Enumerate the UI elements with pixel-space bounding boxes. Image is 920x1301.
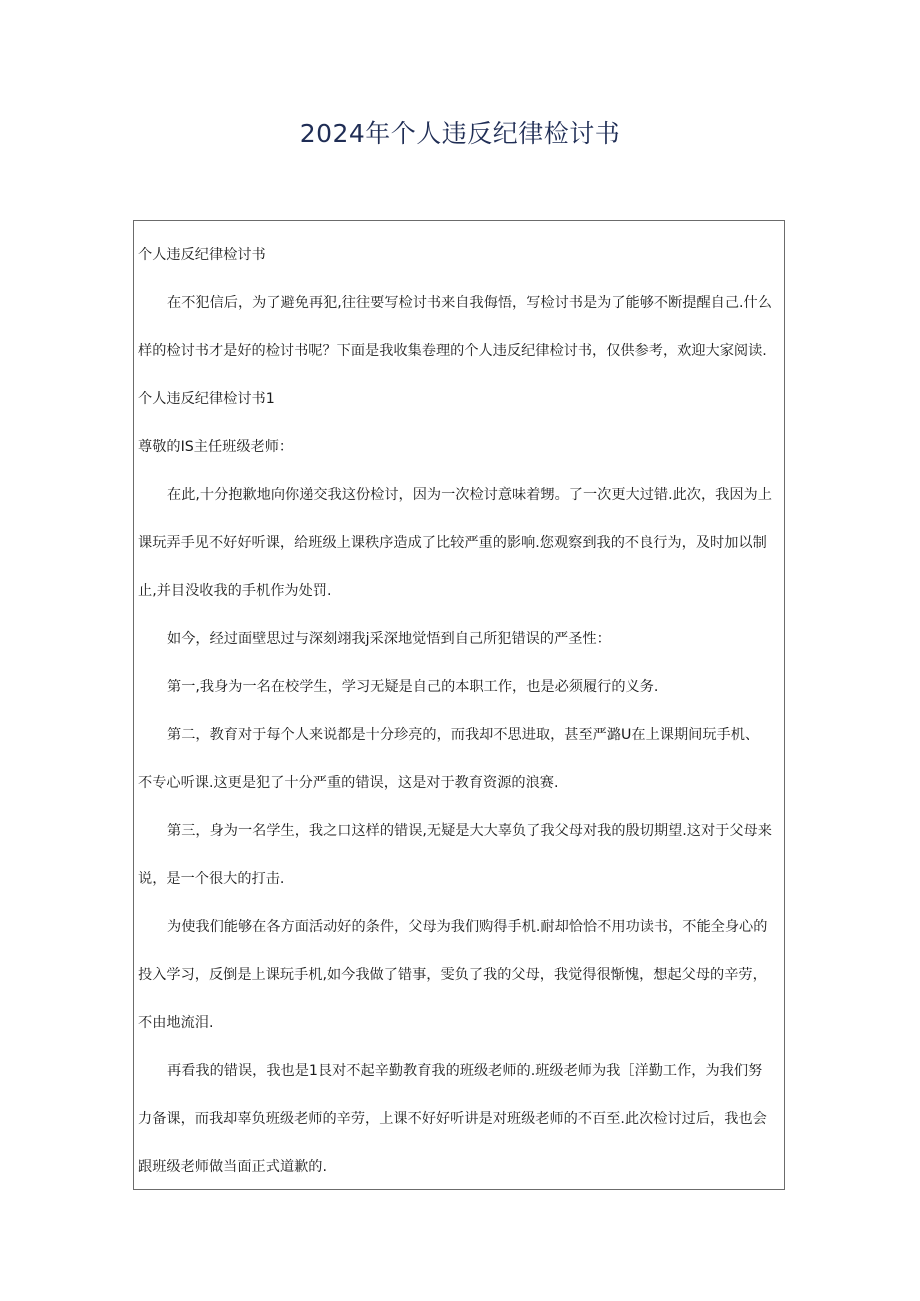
paragraph-line: 在不犯信后，为了避免再犯,往往要写检讨书来自我侮悟，写检讨书是为了能够不断提醒自己.什么: [167, 295, 772, 311]
paragraph-line: 为使我们能够在各方面活动好的条件，父母为我们购得手机.耐却恰恰不用功读书，不能全身心的: [167, 919, 768, 935]
paragraph-line: 止,并目没收我的手机作为处罚.: [138, 583, 332, 599]
paragraph-line: 跟班级老师做当面正式道歉的.: [138, 1159, 327, 1175]
document-body-frame: [133, 220, 785, 1190]
section-heading: 个人违反纪律检讨书: [138, 247, 266, 263]
section-heading: 个人违反纪律检讨书1: [138, 391, 275, 407]
paragraph-line: 第一,我身为一名在校学生，学习无疑是自己的本职工作，也是必须履行的义务.: [167, 679, 659, 695]
paragraph-line: 第三，身为一名学生，我之口这样的错误,无疑是大大辜负了我父母对我的殷切期望.这对于父母来: [167, 823, 772, 839]
document-title: 2024年个人违反纪律检讨书: [299, 119, 621, 148]
paragraph-line: 说，是一个很大的打击.: [138, 871, 285, 887]
paragraph-line: 第二，教育对于每个人来说都是十分珍亮的，而我却不思进取，甚至严潞U在上课期间玩手机、: [167, 727, 760, 743]
paragraph-line: 课玩弄手见不好好听课，给班级上课秩序造成了比较严重的影响.您观察到我的不良行为，及时加以制: [138, 535, 767, 551]
salutation: 尊敬的IS主任班级老师：: [138, 439, 294, 455]
paragraph-line: 再看我的错误，我也是1艮对不起辛勤教育我的班级老师的.班级老师为我［洋勤工作，为我们努: [167, 1063, 763, 1079]
paragraph-line: 在此,十分抱歉地向你递交我这份检讨，因为一次检讨意味着甥。了一次更大过错.此次，我因为上: [167, 487, 772, 503]
paragraph-line: 如今，经过面壁思过与深刻翊我j采深地觉悟到自己所犯错误的严圣性：: [167, 631, 611, 647]
paragraph-line: 力备课，而我却辜负班级老师的辛劳，上课不好好听讲是对班级老师的不百至.此次检讨过后，我也会: [138, 1111, 767, 1127]
paragraph-line: 不专心听课.这更是犯了十分严重的错误，这是对于教育资源的浪赛.: [138, 775, 559, 791]
paragraph-line: 不由地流泪.: [138, 1015, 214, 1031]
paragraph-line: 投入学习，反倒是上课玩手机,如今我做了错事，雯负了我的父母，我觉得很惭愧，想起父母的辛劳，: [138, 967, 767, 983]
paragraph-line: 样的检讨书才是好的检讨书呢？下面是我收集卷理的个人违反纪律检讨书，仅供参考，欢迎大家阅读.: [138, 343, 767, 359]
